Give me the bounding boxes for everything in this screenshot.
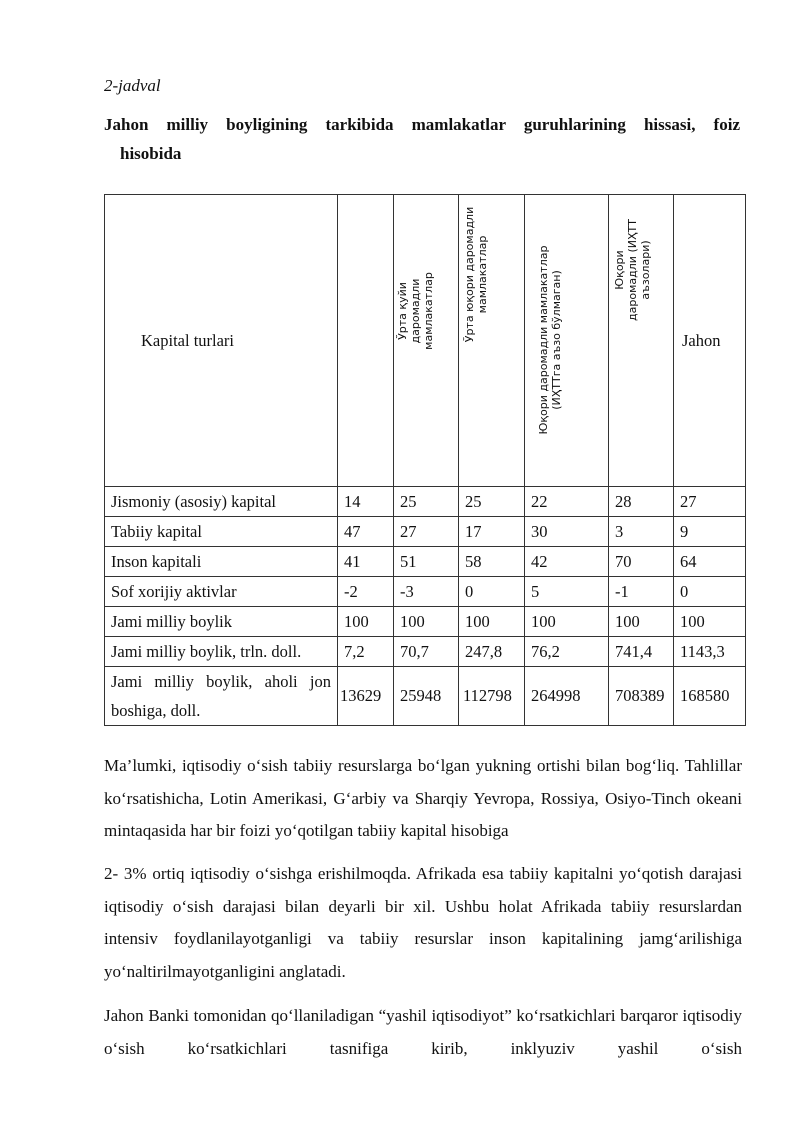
- cell: 30: [525, 517, 609, 547]
- cell: 708389: [609, 667, 674, 726]
- cell: 100: [459, 607, 525, 637]
- header-col-high-non-oecd: Юқори даромадли мамлакатлар (ИҲТТга аъзо бўлмаган): [525, 195, 609, 487]
- cell: 741,4: [609, 637, 674, 667]
- table-row: [105, 547, 746, 577]
- cell: 42: [525, 547, 609, 577]
- header-capital-types: Kapital turlari: [105, 195, 338, 487]
- cell: 0: [459, 577, 525, 607]
- table-title-line1: Jahon milliy boyligining tarkibida mamlakatlar guruhlarining hissasi, foiz: [104, 115, 740, 134]
- cell: -3: [394, 577, 459, 607]
- cell: 0: [674, 577, 746, 607]
- cell: 14: [338, 487, 394, 517]
- paragraph-2: 2- 3% ortiq iqtisodiy o‘sishga erishilmoqda. Afrikada esa tabiiy kapitalni yo‘qotish darajasi iqtisodiy o‘sish darajasi bilan deyarli bir xil. Ushbu holat Afrikada tabiiy resurslardan intensiv foydlanilayotganligi va tabiiy resurslar inson kapitalining jamg‘arilishiga yo‘naltirilmayotganligini anglatadi.: [104, 864, 742, 981]
- row-label: Jami milliy boylik, aholi jon boshiga, doll.: [105, 667, 338, 726]
- cell: 51: [394, 547, 459, 577]
- capital-table: [104, 194, 746, 726]
- cell: 25: [459, 487, 525, 517]
- cell: 247,8: [459, 637, 525, 667]
- row-label: Tabiiy kapital: [105, 517, 338, 547]
- cell: -1: [609, 577, 674, 607]
- cell: 1143,3: [674, 637, 746, 667]
- header-col-high-oecd: Юқори даромадли (ИҲТТ аъзолари): [609, 195, 674, 487]
- row-label: Jami milliy boylik, trln. doll.: [105, 637, 338, 667]
- row-label: Sof xorijiy aktivlar: [105, 577, 338, 607]
- cell: 47: [338, 517, 394, 547]
- cell: -2: [338, 577, 394, 607]
- paragraph-1: Ma’lumki, iqtisodiy o‘sish tabiiy resurslarga bo‘lgan yukning ortishi bilan bog‘liq. Tahlillar ko‘rsatishicha, Lotin Amerikasi, G‘arbiy va Sharqiy Yevropa, Rossiya, Osiyo-Tinch okeani mintaqasida har bir foizi yo‘qotilgan tabiiy kapital hisobiga: [104, 756, 742, 840]
- cell: 70,7: [394, 637, 459, 667]
- header-col-empty: [338, 195, 394, 487]
- paragraph-3: Jahon Banki tomonidan qo‘llaniladigan “yashil iqtisodiyot” ko‘rsatkichlari barqaror iqtisodiy o‘sish ko‘rsatkichlari tasnifiga kirib, inklyuziv yashil o‘sish: [104, 1006, 742, 1058]
- cell: 76,2: [525, 637, 609, 667]
- cell: 100: [394, 607, 459, 637]
- table-row: [105, 487, 746, 517]
- cell: 17: [459, 517, 525, 547]
- table-caption: 2-jadval: [104, 76, 161, 95]
- cell: 27: [674, 487, 746, 517]
- cell: 25: [394, 487, 459, 517]
- cell: 28: [609, 487, 674, 517]
- header-col-upper-middle: Ўрта юқори даромадли мамлакатлар: [459, 195, 525, 487]
- cell: 3: [609, 517, 674, 547]
- cell: 9: [674, 517, 746, 547]
- cell: 7,2: [338, 637, 394, 667]
- table-header-row: [105, 195, 746, 487]
- row-label: Jismoniy (asosiy) kapital: [105, 487, 338, 517]
- table-row: [105, 577, 746, 607]
- table-row: [105, 517, 746, 547]
- cell: 13629: [338, 667, 394, 726]
- table-row: [105, 637, 746, 667]
- table-row: [105, 667, 746, 726]
- cell: 100: [609, 607, 674, 637]
- cell: 22: [525, 487, 609, 517]
- cell: 100: [525, 607, 609, 637]
- header-col-lower-middle: Ўрта қуйи даромадли мамлакатлар: [394, 195, 459, 487]
- cell: 168580: [674, 667, 746, 726]
- cell: 58: [459, 547, 525, 577]
- cell: 264998: [525, 667, 609, 726]
- row-label: Inson kapitali: [105, 547, 338, 577]
- cell: 25948: [394, 667, 459, 726]
- table-title-line2: hisobida: [120, 144, 182, 163]
- cell: 100: [674, 607, 746, 637]
- cell: 41: [338, 547, 394, 577]
- table-row: [105, 607, 746, 637]
- header-world: Jahon: [674, 195, 746, 487]
- cell: 112798: [459, 667, 525, 726]
- cell: 100: [338, 607, 394, 637]
- cell: 5: [525, 577, 609, 607]
- cell: 70: [609, 547, 674, 577]
- cell: 27: [394, 517, 459, 547]
- cell: 64: [674, 547, 746, 577]
- row-label: Jami milliy boylik: [105, 607, 338, 637]
